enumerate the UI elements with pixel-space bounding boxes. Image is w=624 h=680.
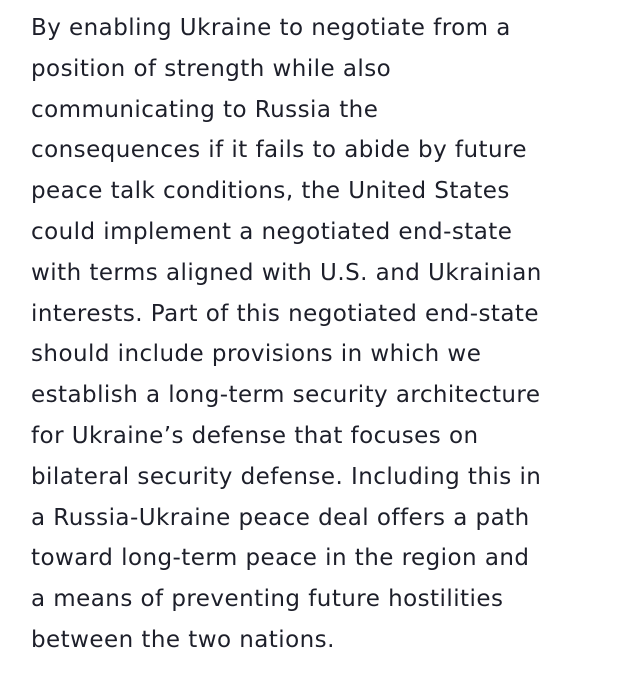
paragraph-line: position of strength while also <box>31 55 392 82</box>
paragraph-line: a Russia-Ukraine peace deal offers a path <box>31 504 530 531</box>
paragraph-line: establish a long-term security architecture <box>31 382 541 409</box>
paragraph-line: By enabling Ukraine to negotiate from a <box>31 15 511 41</box>
paragraph-line: for Ukraine’s defense that focuses on <box>31 422 479 449</box>
paragraph-line: could implement a negotiated end-state <box>31 218 513 245</box>
paragraph-line: with terms aligned with U.S. and Ukrainian <box>31 259 542 286</box>
paragraph-line: a means of preventing future hostilities <box>31 586 504 613</box>
paragraph-line: communicating to Russia the <box>31 96 379 123</box>
paragraph-line: toward long-term peace in the region and <box>31 545 530 572</box>
paragraph-line: should include provisions in which we <box>31 341 482 368</box>
paragraph-line: between the two nations. <box>31 626 335 653</box>
body-paragraph <box>31 8 611 661</box>
paragraph-line: peace talk conditions, the United States <box>31 178 510 205</box>
paragraph-line: bilateral security defense. Including this in <box>31 463 542 490</box>
paragraph-line: consequences if it fails to abide by future <box>31 137 527 164</box>
paragraph-line: interests. Part of this negotiated end-state <box>31 300 539 327</box>
article-body <box>31 8 611 661</box>
